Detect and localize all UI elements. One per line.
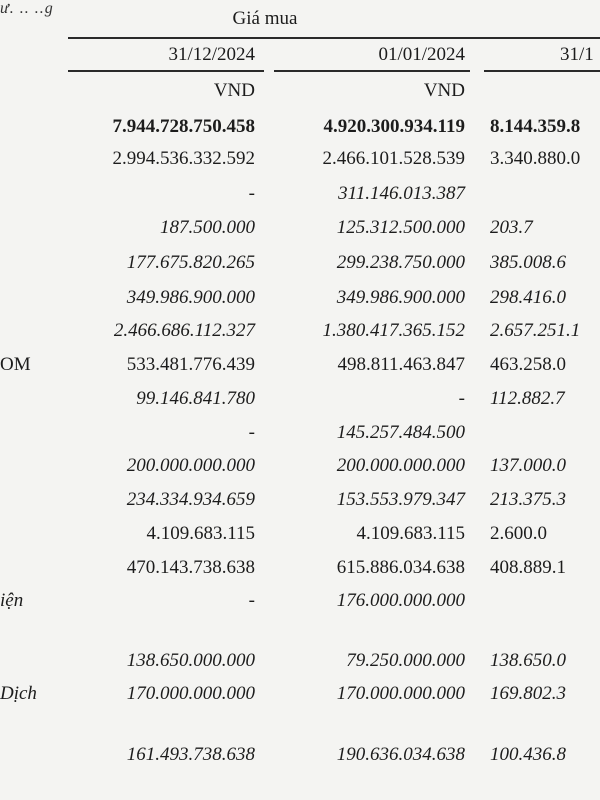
table-cell-col3: 2.657.251.1: [490, 320, 581, 341]
group-header-purchase-price: Giá mua: [232, 8, 298, 29]
column-header-31-12-2024: 31/12/2024: [168, 44, 255, 65]
row-label: iện: [0, 590, 24, 611]
table-cell-col1: 349.986.900.000: [126, 287, 255, 308]
table-cell-col1: 170.000.000.000: [126, 683, 255, 704]
table-cell-col2: 615.886.034.638: [336, 557, 465, 578]
table-cell-col1: -: [248, 183, 255, 204]
column-rule-3: [484, 70, 600, 72]
column-header-01-01-2024: 01/01/2024: [378, 44, 465, 65]
table-cell-col1: 200.000.000.000: [126, 455, 255, 476]
table-cell-col3: 112.882.7: [490, 388, 565, 409]
table-cell-col2: 145.257.484.500: [336, 422, 465, 443]
table-cell-col2: 170.000.000.000: [336, 683, 465, 704]
unit-label-col1: VND: [213, 80, 255, 101]
table-cell-col2: 176.000.000.000: [336, 590, 465, 611]
table-cell-col3: 298.416.0: [490, 287, 566, 308]
table-cell-col1: 187.500.000: [160, 217, 255, 238]
table-cell-col3: 385.008.6: [490, 252, 566, 273]
table-cell-col2: 200.000.000.000: [336, 455, 465, 476]
top-cutoff-text: ư. .. ..g: [0, 0, 54, 17]
table-cell-col3: 100.436.8: [490, 744, 566, 765]
table-cell-col2: 4.920.300.934.119: [323, 116, 465, 137]
column-rule-2: [274, 70, 470, 72]
group-header-rule: [68, 37, 600, 39]
table-cell-col2: 4.109.683.115: [356, 523, 465, 544]
table-cell-col1: 161.493.738.638: [126, 744, 255, 765]
table-cell-col1: 4.109.683.115: [146, 523, 255, 544]
table-cell-col3: 408.889.1: [490, 557, 566, 578]
table-cell-col3: 138.650.0: [490, 650, 566, 671]
unit-label-col2: VND: [423, 80, 465, 101]
table-cell-col2: 1.380.417.365.152: [322, 320, 465, 341]
table-cell-col2: 299.238.750.000: [336, 252, 465, 273]
table-cell-col3: 3.340.880.0: [490, 148, 581, 169]
table-cell-col2: 498.811.463.847: [337, 354, 465, 375]
table-cell-col3: 137.000.0: [490, 455, 566, 476]
table-cell-col1: 7.944.728.750.458: [112, 116, 255, 137]
row-label: OM: [0, 354, 31, 375]
table-cell-col2: -: [458, 388, 465, 409]
table-cell-col3: 463.258.0: [490, 354, 566, 375]
table-cell-col2: 190.636.034.638: [336, 744, 465, 765]
table-cell-col1: 177.675.820.265: [126, 252, 255, 273]
row-label: Dịch: [0, 683, 37, 704]
table-cell-col2: 311.146.013.387: [338, 183, 465, 204]
table-cell-col2: 79.250.000.000: [346, 650, 465, 671]
table-cell-col1: 2.994.536.332.592: [112, 148, 255, 169]
table-cell-col1: -: [248, 422, 255, 443]
column-header-31-12-cut: 31/1: [560, 44, 594, 65]
table-cell-col1: 138.650.000.000: [126, 650, 255, 671]
table-cell-col1: 99.146.841.780: [136, 388, 255, 409]
table-cell-col3: 169.802.3: [490, 683, 566, 704]
table-cell-col2: 153.553.979.347: [336, 489, 465, 510]
table-cell-col1: 2.466.686.112.327: [113, 320, 255, 341]
table-cell-col1: -: [248, 590, 255, 611]
table-cell-col3: 203.7: [490, 217, 533, 238]
column-rule-1: [68, 70, 264, 72]
table-cell-col2: 349.986.900.000: [336, 287, 465, 308]
table-cell-col1: 533.481.776.439: [126, 354, 255, 375]
table-cell-col3: 2.600.0: [490, 523, 547, 544]
table-cell-col1: 470.143.738.638: [126, 557, 255, 578]
table-cell-col2: 2.466.101.528.539: [322, 148, 465, 169]
table-cell-col2: 125.312.500.000: [336, 217, 465, 238]
table-cell-col3: 8.144.359.8: [490, 116, 581, 137]
table-cell-col3: 213.375.3: [490, 489, 566, 510]
table-cell-col1: 234.334.934.659: [126, 489, 255, 510]
